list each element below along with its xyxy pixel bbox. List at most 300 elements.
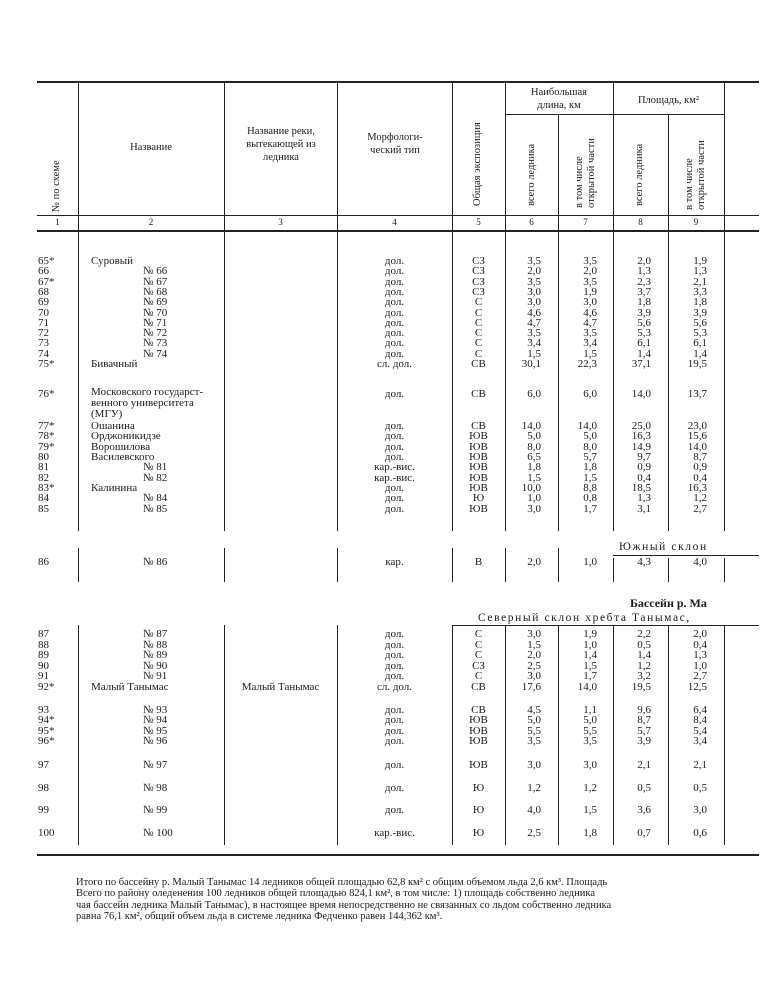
cell-length: 3,5 bbox=[527, 327, 541, 339]
cell-name: № 85 bbox=[143, 503, 168, 515]
cell-area-open: 0,6 bbox=[693, 827, 707, 839]
column-number: 8 bbox=[638, 217, 643, 227]
cell-number: 95* bbox=[38, 725, 55, 737]
cell-length-open: 1,4 bbox=[583, 649, 597, 661]
cell-length-open: 14,0 bbox=[577, 420, 597, 432]
cell-river: Малый Танымас bbox=[241, 681, 320, 693]
cell-type: дол. bbox=[384, 265, 405, 277]
cell-number: 83* bbox=[38, 482, 55, 494]
cell-length-open: 5,0 bbox=[583, 714, 597, 726]
footnote-line: чая бассейн ледника Малый Танымас), в настоящее время непосредственно не связанных со льдом собственно ледника bbox=[76, 899, 612, 911]
cell-length-open: 8,8 bbox=[583, 482, 597, 494]
cell-area-open: 3,0 bbox=[693, 804, 707, 816]
header-length-group: Наибольшая длина, км bbox=[531, 87, 587, 111]
cell-length-open: 5,7 bbox=[583, 451, 597, 463]
cell-name: № 96 bbox=[143, 735, 168, 747]
row-76-number: 76* bbox=[38, 388, 55, 400]
row-86-area-open: 4,0 bbox=[693, 556, 707, 568]
cell-number: 73 bbox=[38, 337, 49, 349]
cell-number: 82 bbox=[38, 472, 49, 484]
cell-length-open: 3,5 bbox=[583, 255, 597, 267]
cell-type: дол. bbox=[384, 759, 405, 771]
cell-name: № 88 bbox=[143, 639, 168, 651]
section-north-slope: Северный склон хребта Танымас, bbox=[478, 612, 691, 624]
footnote-line: Итого по бассейну р. Малый Танымас 14 ледников общей площадью 62,8 км² с общим объемом льда 2,6 км³. Площадь bbox=[76, 877, 608, 888]
cell-type: кар.-вис. bbox=[374, 827, 415, 839]
cell-number: 97 bbox=[38, 759, 49, 771]
cell-length: 5,0 bbox=[527, 714, 541, 726]
cell-type: дол. bbox=[384, 307, 405, 319]
cell-exposure: С bbox=[474, 317, 483, 329]
cell-area: 1,3 bbox=[637, 265, 651, 277]
cell-area-open: 16,3 bbox=[687, 482, 707, 494]
cell-length: 3,0 bbox=[527, 628, 541, 640]
section-south-slope: Южный склон bbox=[619, 541, 708, 553]
cell-name: № 93 bbox=[143, 704, 168, 716]
cell-exposure: С bbox=[474, 348, 483, 360]
cell-number: 81 bbox=[38, 461, 49, 473]
cell-area-open: 23,0 bbox=[687, 420, 707, 432]
cell-name: № 91 bbox=[143, 670, 168, 682]
cell-area: 3,1 bbox=[637, 503, 651, 515]
col-divider-2 bbox=[224, 82, 225, 531]
cell-type: кар.-вис. bbox=[374, 472, 415, 484]
cell-area-open: 2,1 bbox=[693, 759, 707, 771]
cell-number: 91 bbox=[38, 670, 49, 682]
cell-area-open: 2,7 bbox=[693, 503, 707, 515]
cell-area-open: 1,2 bbox=[693, 492, 707, 504]
cell-type: дол. bbox=[384, 327, 405, 339]
cell-area-open: 5,6 bbox=[693, 317, 707, 329]
cell-number: 98 bbox=[38, 782, 49, 794]
cell-area: 37,1 bbox=[631, 358, 651, 370]
cell-length: 3,0 bbox=[527, 670, 541, 682]
cell-number: 66 bbox=[38, 265, 49, 277]
cell-type: сл. дол. bbox=[376, 358, 413, 370]
cell-exposure: С bbox=[474, 649, 483, 661]
cell-name: № 70 bbox=[143, 307, 168, 319]
section-basin-title: Бассейн р. Ма bbox=[630, 596, 707, 610]
row-76-area: 14,0 bbox=[631, 388, 651, 400]
cell-length-open: 1,7 bbox=[583, 670, 597, 682]
cell-length: 3,0 bbox=[527, 503, 541, 515]
cell-length: 3,0 bbox=[527, 296, 541, 308]
cell-length: 4,5 bbox=[527, 704, 541, 716]
cell-length: 3,0 bbox=[527, 759, 541, 771]
cell-name: № 67 bbox=[143, 276, 168, 288]
header-col4: Морфологи- ческий тип bbox=[367, 132, 423, 156]
cell-type: дол. bbox=[384, 649, 405, 661]
cell-length: 5,0 bbox=[527, 430, 541, 442]
cell-name: № 99 bbox=[143, 804, 168, 816]
cell-exposure: СВ bbox=[471, 704, 486, 716]
cell-length: 3,0 bbox=[527, 286, 541, 298]
cell-length: 1,5 bbox=[527, 639, 541, 651]
cell-area-open: 2,1 bbox=[693, 276, 707, 288]
cell-area-open: 3,9 bbox=[693, 307, 707, 319]
cell-area: 1,8 bbox=[637, 296, 651, 308]
cell-length-open: 3,5 bbox=[583, 327, 597, 339]
cell-number: 78* bbox=[38, 430, 55, 442]
cell-number: 68 bbox=[38, 286, 49, 298]
cell-area: 2,2 bbox=[637, 628, 651, 640]
header-col5: Общая экспозиция bbox=[472, 122, 483, 206]
cell-exposure: Ю bbox=[472, 492, 485, 504]
cell-name: Василевского bbox=[91, 451, 155, 463]
cell-exposure: ЮВ bbox=[469, 503, 488, 515]
cell-length-open: 3,5 bbox=[583, 276, 597, 288]
cell-length-open: 5,5 bbox=[583, 725, 597, 737]
cell-exposure: ЮВ bbox=[469, 430, 488, 442]
cell-type: дол. bbox=[384, 430, 405, 442]
cell-length-open: 1,5 bbox=[583, 472, 597, 484]
cell-area-open: 8,4 bbox=[693, 714, 707, 726]
cell-number: 77* bbox=[38, 420, 55, 432]
table-bottom-rule bbox=[37, 854, 759, 856]
cell-length: 3,5 bbox=[527, 735, 541, 747]
cell-length-open: 1,9 bbox=[583, 628, 597, 640]
cell-area-open: 15,6 bbox=[687, 430, 707, 442]
cell-area: 18,5 bbox=[631, 482, 651, 494]
cell-area: 9,6 bbox=[637, 704, 651, 716]
cell-type: дол. bbox=[384, 804, 405, 816]
cell-length-open: 1,0 bbox=[583, 639, 597, 651]
cell-type: дол. bbox=[384, 348, 405, 360]
cell-type: дол. bbox=[384, 704, 405, 716]
header-col8: всего ледника bbox=[634, 143, 645, 206]
cell-area: 0,5 bbox=[637, 782, 651, 794]
cell-exposure: ЮВ bbox=[469, 451, 488, 463]
cell-length: 1,5 bbox=[527, 472, 541, 484]
cell-type: дол. bbox=[384, 255, 405, 267]
cell-name: № 100 bbox=[143, 827, 173, 839]
cell-area-open: 1,3 bbox=[693, 265, 707, 277]
header-bottom-rule bbox=[37, 230, 759, 232]
cell-exposure: С bbox=[474, 628, 483, 640]
row-76-type: дол. bbox=[384, 388, 405, 400]
cell-area: 0,4 bbox=[637, 472, 651, 484]
cell-area-open: 5,3 bbox=[693, 327, 707, 339]
cell-number: 100 bbox=[38, 827, 55, 839]
cell-type: сл. дол. bbox=[376, 681, 413, 693]
cell-exposure: СЗ bbox=[472, 255, 485, 267]
cell-length-open: 5,0 bbox=[583, 430, 597, 442]
cell-area-open: 6,4 bbox=[693, 704, 707, 716]
cell-area: 3,7 bbox=[637, 286, 651, 298]
cell-area: 1,4 bbox=[637, 649, 651, 661]
cell-length: 8,0 bbox=[527, 441, 541, 453]
cell-length: 30,1 bbox=[521, 358, 541, 370]
col-divider-9 bbox=[724, 82, 725, 531]
cell-length: 1,5 bbox=[527, 348, 541, 360]
cell-length: 4,6 bbox=[527, 307, 541, 319]
header-col2: Название bbox=[130, 142, 172, 153]
cell-number: 72 bbox=[38, 327, 49, 339]
cell-length-open: 1,8 bbox=[583, 827, 597, 839]
cell-exposure: С bbox=[474, 639, 483, 651]
cell-name: № 72 bbox=[143, 327, 168, 339]
cell-area: 2,3 bbox=[637, 276, 651, 288]
header-col3: Название реки, вытекающей из ледника bbox=[246, 126, 316, 163]
cell-length: 2,5 bbox=[527, 827, 541, 839]
cell-name: № 87 bbox=[143, 628, 168, 640]
cell-number: 93 bbox=[38, 704, 49, 716]
cell-area-open: 0,5 bbox=[693, 782, 707, 794]
cell-area-open: 1,0 bbox=[693, 660, 707, 672]
cell-type: дол. bbox=[384, 286, 405, 298]
cell-area: 5,3 bbox=[637, 327, 651, 339]
cell-length-open: 1,2 bbox=[583, 782, 597, 794]
cell-type: дол. bbox=[384, 670, 405, 682]
cell-length: 1,0 bbox=[527, 492, 541, 504]
cell-area-open: 2,0 bbox=[693, 628, 707, 640]
cell-length: 2,0 bbox=[527, 649, 541, 661]
cell-exposure: СЗ bbox=[472, 265, 485, 277]
cell-area: 8,7 bbox=[637, 714, 651, 726]
cell-exposure: Ю bbox=[472, 782, 485, 794]
cell-length-open: 1,7 bbox=[583, 503, 597, 515]
cell-area: 0,9 bbox=[637, 461, 651, 473]
cell-number: 75* bbox=[38, 358, 55, 370]
cell-length: 6,5 bbox=[527, 451, 541, 463]
cell-exposure: ЮВ bbox=[469, 759, 488, 771]
header-col7: в том числе открытой части bbox=[574, 138, 597, 208]
cell-number: 87 bbox=[38, 628, 49, 640]
cell-length-open: 0,8 bbox=[583, 492, 597, 504]
cell-type: дол. bbox=[384, 660, 405, 672]
cell-length-open: 8,0 bbox=[583, 441, 597, 453]
cell-exposure: С bbox=[474, 307, 483, 319]
cell-type: дол. bbox=[384, 492, 405, 504]
cell-name: № 90 bbox=[143, 660, 168, 672]
section-south-rule bbox=[613, 555, 759, 556]
cell-area-open: 3,3 bbox=[693, 286, 707, 298]
cell-name: Калинина bbox=[91, 482, 138, 494]
row-76-area-open: 13,7 bbox=[687, 388, 707, 400]
cell-length: 4,0 bbox=[527, 804, 541, 816]
header-number-rule bbox=[37, 215, 759, 216]
col-divider-9-b3 bbox=[724, 625, 725, 845]
col-divider-2-b3 bbox=[224, 625, 225, 845]
cell-name: № 73 bbox=[143, 337, 168, 349]
col-divider-2-b2 bbox=[224, 548, 225, 582]
cell-length: 1,2 bbox=[527, 782, 541, 794]
cell-type: дол. bbox=[384, 782, 405, 794]
cell-number: 74 bbox=[38, 348, 49, 360]
cell-name: Ошанина bbox=[91, 420, 135, 432]
cell-name: № 68 bbox=[143, 286, 168, 298]
cell-number: 89 bbox=[38, 649, 49, 661]
cell-type: дол. bbox=[384, 714, 405, 726]
cell-length-open: 1,5 bbox=[583, 660, 597, 672]
cell-type: дол. bbox=[384, 503, 405, 515]
column-number: 5 bbox=[476, 217, 481, 227]
cell-type: дол. bbox=[384, 628, 405, 640]
cell-area: 2,0 bbox=[637, 255, 651, 267]
cell-area: 3,9 bbox=[637, 307, 651, 319]
cell-area: 3,2 bbox=[637, 670, 651, 682]
cell-area-open: 0,9 bbox=[693, 461, 707, 473]
cell-area-open: 8,7 bbox=[693, 451, 707, 463]
cell-number: 65* bbox=[38, 255, 55, 267]
cell-area: 3,6 bbox=[637, 804, 651, 816]
cell-length-open: 3,5 bbox=[583, 735, 597, 747]
cell-length: 3,5 bbox=[527, 276, 541, 288]
cell-name: № 69 bbox=[143, 296, 168, 308]
cell-name: Суровый bbox=[91, 255, 134, 267]
cell-length-open: 3,0 bbox=[583, 759, 597, 771]
row-76-name: Московского государст- венного университета (МГУ) bbox=[91, 386, 204, 420]
cell-exposure: С bbox=[474, 670, 483, 682]
cell-length: 17,6 bbox=[521, 681, 541, 693]
cell-number: 88 bbox=[38, 639, 49, 651]
cell-name: № 82 bbox=[143, 472, 168, 484]
cell-area: 25,0 bbox=[631, 420, 651, 432]
cell-area-open: 2,7 bbox=[693, 670, 707, 682]
cell-area: 5,7 bbox=[637, 725, 651, 737]
row-86-exposure: В bbox=[474, 556, 483, 568]
cell-area-open: 5,4 bbox=[693, 725, 707, 737]
cell-name: № 95 bbox=[143, 725, 168, 737]
cell-exposure: ЮВ bbox=[469, 714, 488, 726]
cell-area: 0,7 bbox=[637, 827, 651, 839]
cell-name: № 94 bbox=[143, 714, 168, 726]
cell-length: 1,8 bbox=[527, 461, 541, 473]
cell-number: 90 bbox=[38, 660, 49, 672]
cell-area-open: 1,8 bbox=[693, 296, 707, 308]
cell-area: 3,9 bbox=[637, 735, 651, 747]
header-col6: всего ледника bbox=[526, 143, 537, 206]
cell-number: 84 bbox=[38, 492, 49, 504]
column-number: 3 bbox=[278, 217, 283, 227]
cell-number: 96* bbox=[38, 735, 55, 747]
cell-type: дол. bbox=[384, 725, 405, 737]
cell-length-open: 1,9 bbox=[583, 286, 597, 298]
cell-type: дол. bbox=[384, 639, 405, 651]
cell-length: 2,0 bbox=[527, 265, 541, 277]
cell-area: 1,3 bbox=[637, 492, 651, 504]
row-86-length: 2,0 bbox=[527, 556, 541, 568]
col-divider-1-b2 bbox=[78, 548, 79, 582]
cell-area-open: 12,5 bbox=[687, 681, 707, 693]
cell-area: 14,9 bbox=[631, 441, 651, 453]
cell-type: дол. bbox=[384, 482, 405, 494]
cell-length-open: 1,1 bbox=[583, 704, 597, 716]
footnote bbox=[76, 877, 736, 922]
cell-exposure: ЮВ bbox=[469, 735, 488, 747]
cell-area: 19,5 bbox=[631, 681, 651, 693]
cell-length-open: 22,3 bbox=[577, 358, 597, 370]
cell-length-open: 3,0 bbox=[583, 296, 597, 308]
cell-name: Малый Танымас bbox=[91, 681, 169, 693]
cell-type: дол. bbox=[384, 317, 405, 329]
header-col1: № по схеме bbox=[51, 160, 62, 212]
cell-type: дол. bbox=[384, 735, 405, 747]
cell-exposure: СВ bbox=[471, 681, 486, 693]
cell-name: Ворошилова bbox=[91, 441, 151, 453]
cell-length-open: 1,5 bbox=[583, 804, 597, 816]
cell-area-open: 0,4 bbox=[693, 639, 707, 651]
section-north-rule bbox=[452, 625, 759, 626]
cell-area-open: 14,0 bbox=[687, 441, 707, 453]
length-group-rule bbox=[505, 114, 613, 115]
row-76-exposure: СВ bbox=[471, 388, 486, 400]
cell-number: 70 bbox=[38, 307, 49, 319]
cell-area-open: 1,3 bbox=[693, 649, 707, 661]
cell-name: № 66 bbox=[143, 265, 168, 277]
cell-type: дол. bbox=[384, 451, 405, 463]
cell-number: 92* bbox=[38, 681, 55, 693]
col-divider-9-b2 bbox=[724, 558, 725, 582]
cell-area-open: 1,9 bbox=[693, 255, 707, 267]
cell-name: № 84 bbox=[143, 492, 168, 504]
cell-length: 3,4 bbox=[527, 337, 541, 349]
column-number: 9 bbox=[693, 217, 699, 227]
cell-type: дол. bbox=[384, 441, 405, 453]
cell-length: 10,0 bbox=[521, 482, 541, 494]
row-86-area: 4,3 bbox=[637, 556, 651, 568]
cell-exposure: СВ bbox=[471, 420, 486, 432]
cell-number: 69 bbox=[38, 296, 49, 308]
cell-type: кар.-вис. bbox=[374, 461, 415, 473]
cell-exposure: С bbox=[474, 296, 483, 308]
cell-area: 9,7 bbox=[637, 451, 651, 463]
row-86-name: № 86 bbox=[143, 556, 168, 568]
cell-number: 99 bbox=[38, 804, 49, 816]
column-number: 7 bbox=[583, 217, 588, 227]
cell-number: 94* bbox=[38, 714, 55, 726]
cell-exposure: СВ bbox=[471, 358, 486, 370]
cell-exposure: ЮВ bbox=[469, 725, 488, 737]
cell-name: № 71 bbox=[143, 317, 168, 329]
header-col9: в том числе открытой части bbox=[684, 140, 707, 210]
cell-length-open: 4,6 bbox=[583, 307, 597, 319]
row-86-number: 86 bbox=[38, 556, 49, 568]
header-area-group: Площадь, км² bbox=[637, 95, 700, 106]
cell-length-open: 3,4 bbox=[583, 337, 597, 349]
cell-length-open: 4,7 bbox=[583, 317, 597, 329]
cell-name: № 74 bbox=[143, 348, 168, 360]
cell-exposure: ЮВ bbox=[469, 441, 488, 453]
cell-number: 67* bbox=[38, 276, 55, 288]
cell-type: дол. bbox=[384, 296, 405, 308]
column-number: 2 bbox=[148, 217, 154, 227]
cell-number: 80 bbox=[38, 451, 49, 463]
cell-length-open: 1,5 bbox=[583, 348, 597, 360]
column-number: 4 bbox=[392, 217, 397, 227]
cell-area: 2,1 bbox=[637, 759, 651, 771]
cell-name: № 98 bbox=[143, 782, 168, 794]
cell-number: 85 bbox=[38, 503, 49, 515]
cell-name: Орджоникидзе bbox=[91, 430, 161, 442]
cell-exposure: С bbox=[474, 337, 483, 349]
cell-length: 5,5 bbox=[527, 725, 541, 737]
cell-name: № 89 bbox=[143, 649, 168, 661]
cell-exposure: ЮВ bbox=[469, 472, 488, 484]
cell-number: 79* bbox=[38, 441, 55, 453]
footnote-line: равна 76,1 км², общий объем льда в системе ледника Федченко равен 144,362 км³. bbox=[76, 910, 443, 922]
row-76-length: 6,0 bbox=[527, 388, 541, 400]
cell-area: 0,5 bbox=[637, 639, 651, 651]
cell-number: 71 bbox=[38, 317, 49, 329]
cell-name: № 81 bbox=[143, 461, 168, 473]
row-76-length-open: 6,0 bbox=[583, 388, 597, 400]
cell-exposure: Ю bbox=[472, 804, 485, 816]
cell-length: 14,0 bbox=[521, 420, 541, 432]
cell-area: 1,2 bbox=[637, 660, 651, 672]
cell-area-open: 19,5 bbox=[687, 358, 707, 370]
cell-type: дол. bbox=[384, 420, 405, 432]
